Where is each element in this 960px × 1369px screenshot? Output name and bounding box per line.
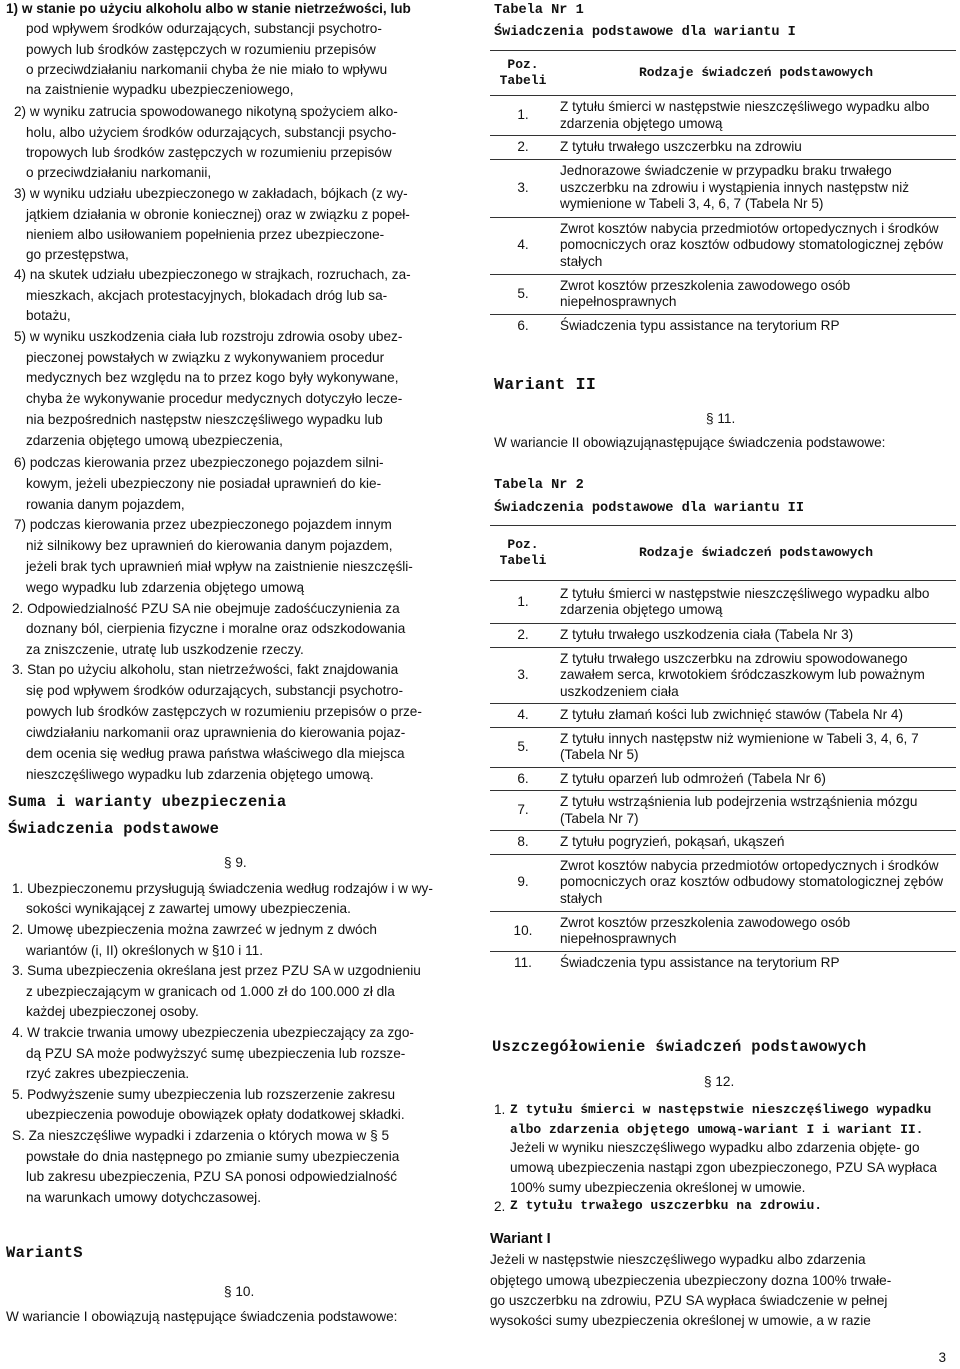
body-text-line: chyba że wykonywanie procedur medycznych dotyczyło lecze-	[26, 391, 403, 406]
body-text-line: medycznych bez względu na to przez kogo były wykonywane,	[26, 370, 399, 385]
body-text-line: 1. Ubezpieczonemu przysługują świadczenia według rodzajów i w wy-	[12, 881, 433, 896]
row-number: 9.	[490, 854, 556, 911]
paragraph-number: § 10.	[224, 1284, 255, 1299]
row-text: Zwrot kosztów nabycia przedmiotów ortopedycznych i środków pomocniczych oraz kosztów odbudowy stomatologicznej zębów stałych	[556, 854, 956, 911]
list-number: 1.	[494, 1102, 506, 1117]
table-row	[490, 314, 956, 337]
table-row	[490, 791, 956, 831]
body-text-line: 2. Umowę ubezpieczenia można zawrzeć w jednym z dwóch	[12, 922, 377, 937]
row-number: 11.	[490, 951, 556, 974]
table-row	[490, 854, 956, 911]
table-row	[490, 704, 956, 728]
body-text-line: go przestępstwa,	[26, 247, 129, 262]
body-text-line: powstałe do dnia następnego po zmianie sumy ubezpieczenia	[26, 1149, 400, 1164]
row-text: Zwrot kosztów nabycia przedmiotów ortopedycznych i środków pomocniczych oraz kosztów odbudowy stomatologicznej zębów stałych	[556, 217, 956, 274]
table-row	[490, 624, 956, 648]
row-number: 3.	[490, 647, 556, 704]
table-row	[490, 727, 956, 767]
body-text-line: Jeżeli w następstwie nieszczęśliwego wypadku albo zdarzenia	[490, 1252, 866, 1267]
row-number: 6.	[490, 767, 556, 791]
row-number: 2.	[490, 624, 556, 648]
body-text-line: ubezpieczenia powoduje obowiązek opłaty dodatkowej składki.	[26, 1107, 405, 1122]
row-text: Z tytułu śmierci w następstwie nieszczęśliwego wypadku albo zdarzenia objętego umową	[556, 581, 956, 624]
body-text-line: nia bezpośrednich następstw nieszczęśliwego wypadku lub	[26, 412, 383, 427]
row-text: Z tytułu pogryzień, pokąsań, ukąszeń	[556, 831, 956, 855]
row-text: Zwrot kosztów przeszkolenia zawodowego osób niepełnosprawnych	[556, 274, 956, 314]
row-number: 2.	[490, 136, 556, 160]
body-text-line: lub zakresu ubezpieczenia, PZU SA ponosi odpowiedzialność	[26, 1169, 398, 1184]
row-number: 1.	[490, 581, 556, 624]
paragraph-heading: Z tytułu śmierci w następstwie nieszczęśliwego wypadku albo zdarzenia objętego umową-wariant I i wariant II.	[510, 1102, 932, 1137]
row-number: 5.	[490, 727, 556, 767]
row-text: Zwrot kosztów przeszkolenia zawodowego osób niepełnosprawnych	[556, 911, 956, 951]
body-text-line: 4. W trakcie trwania umowy ubezpieczenia ubezpieczający za zgo-	[12, 1025, 414, 1040]
table-subtitle: Świadczenia podstawowe dla wariantu I	[494, 25, 796, 40]
paragraph-text: Jeżeli w wyniku nieszczęśliwego wypadku albo zdarzenia objęte- go umową ubezpieczenia nastąpi zgon ubezpieczonego, PZU SA wypłaca 100% sumy ubezpieczenia określonej w umowie.	[510, 1140, 937, 1195]
table-row	[490, 217, 956, 274]
section-heading: Suma i warianty ubezpieczenia	[8, 793, 287, 811]
row-number: 6.	[490, 314, 556, 337]
table-header-kind: Rodzaje świadczeń podstawowych	[556, 51, 956, 96]
row-number: 7.	[490, 791, 556, 831]
variant-heading: Wariant II	[494, 375, 597, 394]
paragraph-number: § 11.	[706, 411, 736, 426]
table-row	[490, 951, 956, 974]
row-text: Świadczenia typu assistance na terytorium RP	[556, 314, 956, 337]
body-text-line: nieniem albo usiłowaniem popełnienia przez ubezpieczone-	[26, 227, 385, 242]
body-text-line: się pod wpływem środków odurzających, substancji psychotro-	[26, 683, 404, 698]
row-number: 5.	[490, 274, 556, 314]
body-text-line: rzyć zakres ubezpieczenia.	[26, 1066, 190, 1081]
body-text-line: 3. Stan po użyciu alkoholu, stan nietrzeźwości, fakt znajdowania	[12, 662, 399, 677]
row-text: Z tytułu oparzeń lub odmrożeń (Tabela Nr 6)	[556, 767, 956, 791]
body-text-line: pod wpływem środków odurzających, substancji psychotro-	[26, 21, 382, 36]
table-subtitle: Świadczenia podstawowe dla wariantu II	[494, 501, 804, 516]
table-row	[490, 647, 956, 704]
body-text-line: o przeciwdziałaniu narkomanii chyba że nie miało to wpływu	[26, 62, 388, 77]
row-text: Z tytułu śmierci w następstwie nieszczęśliwego wypadku albo zdarzenia objętego umową	[556, 96, 956, 136]
body-text-line: 3) w wyniku udziału ubezpieczonego w zakładach, bójkach (z wy-	[14, 186, 408, 201]
body-text-line: S. Za nieszczęśliwe wypadki i zdarzenia o których mowa w § 5	[12, 1128, 390, 1143]
list-number: 2.	[494, 1199, 506, 1214]
body-text-line: rowania danym pojazdem,	[26, 497, 185, 512]
body-text-line: 5. Podwyższenie sumy ubezpieczenia lub rozszerzenie zakresu	[12, 1087, 396, 1102]
body-text-line: jeżeli brak tych uprawnień miał wpływ na zaistnienie nieszczęśli-	[26, 559, 413, 574]
body-text-line: 1) w stanie po użyciu alkoholu albo w stanie nietrzeźwości, lub	[6, 1, 411, 16]
table-header-position: Poz. Tabeli	[490, 51, 556, 96]
body-text-line: botażu,	[26, 308, 71, 323]
body-text-line: doznany ból, cierpienia fizyczne i moralne oraz odszkodowania	[26, 621, 406, 636]
body-text-line: mieszkach, akcjach protestacyjnych, blokadach dróg lub sa-	[26, 288, 388, 303]
body-text-line: go uszczerbku na zdrowiu, PZU SA wypłaca świadczenie w pełnej	[490, 1293, 888, 1308]
row-text: Z tytułu trwałego uszczerbku na zdrowiu spowodowanego zawałem serca, krwotokiem śródczaszkowym lub poważnym uszkodzeniem ciała	[556, 647, 956, 704]
paragraph-heading: Z tytułu trwałego uszczerbku na zdrowiu.	[510, 1198, 823, 1213]
row-number: 8.	[490, 831, 556, 855]
table-row	[490, 159, 956, 217]
section-heading: Uszczegółowienie świadczeń podstawowych	[492, 1038, 867, 1056]
body-text-line: 5) w wyniku uszkodzenia ciała lub rozstroju zdrowia osoby ubez-	[14, 329, 403, 344]
table-row	[490, 96, 956, 136]
table-header-position: Poz. Tabeli	[490, 526, 556, 581]
row-number: 3.	[490, 159, 556, 217]
body-text-line: pieczonej powstałych w związku z wykonywaniem procedur	[26, 350, 385, 365]
row-text: Z tytułu wstrząśnienia lub podejrzenia wstrząśnienia mózgu (Tabela Nr 7)	[556, 791, 956, 831]
body-text-line: objętego umową ubezpieczenia ubezpieczony dozna 100% trwałe-	[490, 1273, 892, 1288]
table-header-kind: Rodzaje świadczeń podstawowych	[556, 526, 956, 581]
body-text-line: każdej ubezpieczonej osoby.	[26, 1004, 199, 1019]
body-text-line: ciwdziałaniu narkomanii oraz uprawnienia do kierowania pojaz-	[26, 725, 406, 740]
body-text-line: na zaistnienie wypadku ubezpieczeniowego,	[26, 82, 294, 97]
table-title: Tabela Nr 1	[494, 3, 584, 18]
body-text-line: 4) na skutek udziału ubezpieczonego w strajkach, rozruchach, za-	[14, 267, 411, 282]
body-text-line: W wariancie II obowiązująnastępujące świadczenia podstawowe:	[494, 435, 886, 450]
page-number: 3	[938, 1350, 946, 1365]
row-text: Z tytułu innych następstw niż wymienione w Tabeli 3, 4, 6, 7 (Tabela Nr 5)	[556, 727, 956, 767]
body-text-line: dem ocenia się według prawa państwa właściwego dla miejsca	[26, 746, 405, 761]
body-text-line: W wariancie I obowiązują następujące świadczenia podstawowe:	[6, 1309, 398, 1324]
row-text: Jednorazowe świadczenie w przypadku braku trwałego uszczerbku na zdrowiu i wystąpienia innych następstw niż wymienione w Tabeli 3, 4, 6, 7 (Tabela Nr 5)	[556, 159, 956, 217]
table-row	[490, 274, 956, 314]
body-text-line: 6) podczas kierowania przez ubezpieczonego pojazdem silni-	[14, 455, 384, 470]
table-row	[490, 831, 956, 855]
body-text-line: 3. Suma ubezpieczenia określana jest przez PZU SA w uzgodnieniu	[12, 963, 421, 978]
body-text-line: jątkiem działania w obronie koniecznej) oraz w związku z popeł-	[26, 207, 410, 222]
body-text-line: wego wypadku lub zdarzenia objętego umową	[26, 580, 305, 595]
table-row	[490, 911, 956, 951]
body-text-line: za zniszczenie, utratę lub uszkodzenie rzeczy.	[26, 642, 304, 657]
body-text-line: kowym, jeżeli ubezpieczony nie posiadał uprawnień do kie-	[26, 476, 382, 491]
body-text-line: sokości wynikającej z zawartej umowy ubezpieczenia.	[26, 901, 351, 916]
body-text-line: tropowych lub środków zastępczych w rozumieniu przepisów	[26, 145, 392, 160]
benefits-table-variant-1	[490, 50, 956, 337]
body-text-line: na warunkach umowy dotychczasowej.	[26, 1190, 261, 1205]
row-text: Z tytułu trwałego uszczerbku na zdrowiu	[556, 136, 956, 160]
table-row	[490, 767, 956, 791]
body-text-line: powych lub środków zastępczych w rozumieniu przepisów o prze-	[26, 704, 422, 719]
body-text-line: o przeciwdziałaniu narkomanii,	[26, 165, 212, 180]
body-text-line: dą PZU SA może podwyższyć sumę ubezpieczenia lub rozsze-	[26, 1046, 406, 1061]
row-text: Świadczenia typu assistance na terytorium RP	[556, 951, 956, 974]
table-row	[490, 581, 956, 624]
row-number: 1.	[490, 96, 556, 136]
paragraph-number: § 12.	[704, 1074, 735, 1089]
body-text-line: 2) w wyniku zatrucia spowodowanego nikotyną spożyciem alko-	[14, 104, 398, 119]
body-text-line: wariantów (i, II) określonych w §10 i 11.	[26, 943, 263, 958]
body-text-line: 7) podczas kierowania przez ubezpieczonego pojazdem innym	[14, 517, 392, 532]
row-number: 10.	[490, 911, 556, 951]
paragraph-number: § 9.	[224, 855, 247, 870]
table-title: Tabela Nr 2	[494, 478, 584, 493]
row-number: 4.	[490, 217, 556, 274]
table-row	[490, 136, 956, 160]
body-text-line: niż silnikowy bez uprawnień do kierowania danym pojazdem,	[26, 538, 393, 553]
body-text-line: z ubezpieczającym w granicach od 1.000 zł do 100.000 zł dla	[26, 984, 395, 999]
body-text-line: 2. Odpowiedzialność PZU SA nie obejmuje zadośćuczynienia za	[12, 601, 400, 616]
body-text-line: wysokości sumy ubezpieczenia określonej w umowie, a w razie	[490, 1313, 871, 1328]
section-subheading: Świadczenia podstawowe	[8, 820, 220, 838]
body-text-line: holu, albo użyciem środków odurzających, substancji psycho-	[26, 125, 397, 140]
row-number: 4.	[490, 704, 556, 728]
variant-heading: WariantS	[6, 1244, 83, 1262]
row-text: Z tytułu złamań kości lub zwichnięć stawów (Tabela Nr 4)	[556, 704, 956, 728]
body-text-line: nieszczęśliwego wypadku lub zdarzenia objętego umową.	[26, 767, 374, 782]
row-text: Z tytułu trwałego uszkodzenia ciała (Tabela Nr 3)	[556, 624, 956, 648]
body-text-line: powych lub środków zastępczych w rozumieniu przepisów	[26, 42, 376, 57]
variant-heading: Wariant I	[490, 1231, 551, 1247]
benefits-table-variant-2	[490, 525, 956, 974]
body-text-line: zdarzenia objętego umową ubezpieczenia,	[26, 433, 283, 448]
